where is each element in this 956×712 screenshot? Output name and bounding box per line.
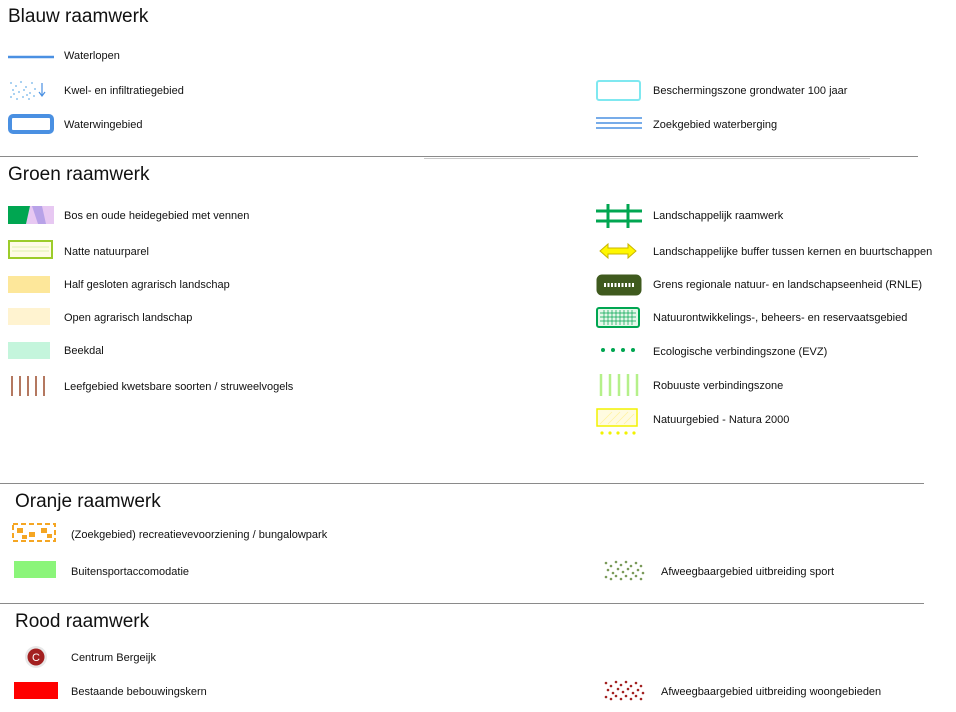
legend-label-afweegbaar-woongebieden: Afweegbaargebied uitbreiding woongebieden [661, 686, 882, 698]
sport-expansion-dots-icon [604, 560, 646, 580]
forest-heath-icon [8, 206, 54, 224]
legend-label-kwel: Kwel- en infiltratiegebied [64, 85, 184, 97]
legend-label-landschappelijk-raamwerk: Landschappelijk raamwerk [653, 210, 784, 222]
legend-label-natte-natuurparel: Natte natuurparel [64, 246, 149, 258]
section-title-oranje: Oranje raamwerk [15, 491, 161, 512]
legend-label-leefgebied: Leefgebied kwetsbare soorten / struweelvogels [64, 381, 294, 393]
vulnerable-species-habitat-icon [10, 376, 50, 396]
section-title-blauw: Blauw raamwerk [8, 6, 149, 27]
open-agricultural-icon [8, 308, 54, 326]
legend-label-evz: Ecologische verbindingszone (EVZ) [653, 346, 828, 358]
legend-label-beschermingszone: Beschermingszone grondwater 100 jaar [653, 85, 848, 97]
recreation-bungalow-icon [12, 523, 58, 543]
centre-marker-icon [24, 645, 48, 669]
legend-label-buitensport: Buitensportaccomodatie [71, 566, 190, 578]
section-divider [0, 156, 918, 157]
built-up-core-icon [14, 682, 60, 700]
nature-development-grid-icon [596, 307, 642, 329]
landscape-buffer-arrow-icon [600, 244, 636, 258]
housing-expansion-dots-icon [604, 680, 646, 700]
robust-corridor-icon [598, 374, 640, 396]
legend-label-zoekgebied-waterberging: Zoekgebied waterberging [653, 119, 778, 131]
natura-2000-icon [596, 408, 642, 438]
legend-label-natura-2000: Natuurgebied - Natura 2000 [653, 414, 790, 426]
landscape-framework-icon [596, 204, 642, 228]
legend-label-natuurontwikkeling: Natuurontwikkelings-, beheers- en reservaatsgebied [653, 312, 908, 324]
centre-marker-letter: C [32, 652, 40, 664]
half-closed-agricultural-icon [8, 276, 54, 294]
legend-label-waterwingebied: Waterwingebied [64, 119, 143, 131]
water-storage-search-area-icon [596, 116, 642, 130]
outdoor-sports-icon [14, 561, 60, 579]
groundwater-protection-zone-icon [596, 80, 642, 102]
legend-label-afweegbaar-sport: Afweegbaargebied uitbreiding sport [661, 566, 835, 578]
legend-label-beekdal: Beekdal [64, 345, 104, 357]
legend-label-centrum-bergeijk: Centrum Bergeijk [71, 652, 156, 664]
brook-valley-icon [8, 342, 54, 360]
seepage-infiltration-icon [8, 80, 48, 102]
legend-label-landschappelijke-buffer: Landschappelijke buffer tussen kernen en buurtschappen [653, 246, 933, 258]
section-title-rood: Rood raamwerk [15, 611, 150, 632]
legend-label-recreatie: (Zoekgebied) recreatievevoorziening / bungalowpark [71, 529, 328, 541]
waterlopen-icon [8, 54, 54, 60]
legend-label-bebouwingskern: Bestaande bebouwingskern [71, 686, 207, 698]
legend-label-half-gesloten: Half gesloten agrarisch landschap [64, 279, 230, 291]
section-divider [0, 603, 924, 604]
ecological-corridor-dots-icon [600, 346, 640, 354]
legend-label-open-agrarisch: Open agrarisch landschap [64, 312, 193, 324]
wet-nature-pearl-icon [8, 240, 54, 260]
section-title-groen: Groen raamwerk [8, 164, 150, 185]
legend-label-waterlopen: Waterlopen [64, 50, 120, 62]
legend-label-robuuste: Robuuste verbindingszone [653, 380, 784, 392]
legend-label-bos: Bos en oude heidegebied met vennen [64, 210, 250, 222]
section-divider-shadow [424, 158, 870, 159]
section-divider [0, 483, 924, 484]
legend-label-rnle: Grens regionale natuur- en landschapseenheid (RNLE) [653, 279, 923, 291]
rnle-boundary-icon [596, 274, 642, 296]
water-extraction-area-icon [8, 114, 54, 134]
